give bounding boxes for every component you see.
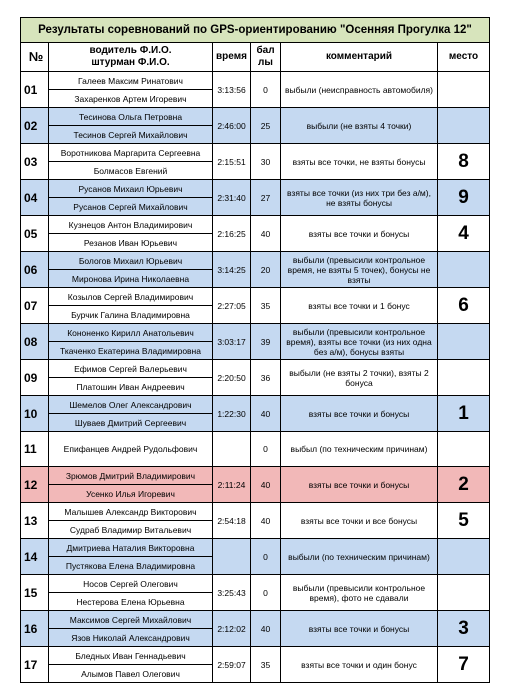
table-row bbox=[21, 252, 490, 270]
place-value: 8 bbox=[438, 144, 490, 180]
comment-text: выбыли (неисправность автомобиля) bbox=[281, 72, 438, 108]
comment-text: выбыли (не взяты 4 точки) bbox=[281, 108, 438, 144]
place-value: 9 bbox=[438, 180, 490, 216]
driver-name: Ефимов Сергей Валерьевич bbox=[49, 360, 213, 378]
place-value bbox=[438, 324, 490, 360]
crew-number: 15 bbox=[21, 575, 49, 611]
finish-time: 2:16:25 bbox=[213, 216, 251, 252]
table-row bbox=[21, 288, 490, 306]
comment-text: выбыл (по техническим причинам) bbox=[281, 432, 438, 467]
driver-name: Бледных Иван Геннадьевич bbox=[49, 647, 213, 665]
crew-number: 14 bbox=[21, 539, 49, 575]
place-value: 6 bbox=[438, 288, 490, 324]
table-row bbox=[21, 647, 490, 665]
crew-number: 09 bbox=[21, 360, 49, 396]
place-value bbox=[438, 108, 490, 144]
finish-time: 2:20:50 bbox=[213, 360, 251, 396]
crew-number: 16 bbox=[21, 611, 49, 647]
finish-time: 2:15:51 bbox=[213, 144, 251, 180]
place-value: 2 bbox=[438, 467, 490, 503]
comment-text: взяты все точки и 1 бонус bbox=[281, 288, 438, 324]
table-row bbox=[21, 180, 490, 198]
crew-number: 03 bbox=[21, 144, 49, 180]
comment-text: взяты все точки и бонусы bbox=[281, 216, 438, 252]
table-row bbox=[21, 324, 490, 342]
place-value bbox=[438, 360, 490, 396]
crew-number: 12 bbox=[21, 467, 49, 503]
finish-time: 2:54:18 bbox=[213, 503, 251, 539]
finish-time: 3:14:25 bbox=[213, 252, 251, 288]
header-driver: водитель Ф.И.О. bbox=[89, 45, 172, 56]
results-sheet bbox=[20, 17, 489, 684]
navigator-name: Пустякова Елена Владимировна bbox=[49, 557, 213, 575]
score-value: 40 bbox=[251, 611, 281, 647]
comment-text: взяты все точки и бонусы bbox=[281, 396, 438, 432]
driver-name: Кононенко Кирилл Анатольевич bbox=[49, 324, 213, 342]
header-row bbox=[21, 43, 490, 72]
comment-text: взяты все точки, не взяты бонусы bbox=[281, 144, 438, 180]
driver-name: Русанов Михаил Юрьевич bbox=[49, 180, 213, 198]
place-value bbox=[438, 575, 490, 611]
table-row bbox=[21, 539, 490, 557]
place-value bbox=[438, 539, 490, 575]
finish-time: 2:11:24 bbox=[213, 467, 251, 503]
driver-name: Дмитриева Наталия Викторовна bbox=[49, 539, 213, 557]
finish-time: 3:03:17 bbox=[213, 324, 251, 360]
header-score bbox=[251, 43, 281, 72]
driver-name: Малышев Александр Викторович bbox=[49, 503, 213, 521]
driver-name: Воротникова Маргарита Сергеевна bbox=[49, 144, 213, 162]
finish-time: 2:12:02 bbox=[213, 611, 251, 647]
table-row bbox=[21, 144, 490, 162]
navigator-name: Усенко Илья Игоревич bbox=[49, 485, 213, 503]
comment-text: взяты все точки (из них три без а/м), не взяты бонусы bbox=[281, 180, 438, 216]
crew-number: 13 bbox=[21, 503, 49, 539]
place-value: 1 bbox=[438, 396, 490, 432]
crew-number: 04 bbox=[21, 180, 49, 216]
crew-number: 01 bbox=[21, 72, 49, 108]
table-row bbox=[21, 216, 490, 234]
finish-time bbox=[213, 432, 251, 467]
navigator-name: Ткаченко Екатерина Владимировна bbox=[49, 342, 213, 360]
place-value: 4 bbox=[438, 216, 490, 252]
finish-time: 3:25:43 bbox=[213, 575, 251, 611]
driver-name: Зрюмов Дмитрий Владимирович bbox=[49, 467, 213, 485]
header-score-line2: лы bbox=[258, 57, 273, 68]
header-place: место bbox=[438, 43, 490, 72]
navigator-name: Язов Николай Александрович bbox=[49, 629, 213, 647]
score-value: 36 bbox=[251, 360, 281, 396]
navigator-name: Шуваев Дмитрий Сергеевич bbox=[49, 414, 213, 432]
crew-number: 05 bbox=[21, 216, 49, 252]
results-body bbox=[21, 72, 490, 683]
table-row bbox=[21, 575, 490, 593]
finish-time: 2:46:00 bbox=[213, 108, 251, 144]
navigator-name: Алымов Павел Олегович bbox=[49, 665, 213, 683]
score-value: 0 bbox=[251, 575, 281, 611]
driver-name: Козылов Сергей Владимирович bbox=[49, 288, 213, 306]
crew-number: 10 bbox=[21, 396, 49, 432]
navigator-name: Резанов Иван Юрьевич bbox=[49, 234, 213, 252]
table-row bbox=[21, 503, 490, 521]
score-value: 35 bbox=[251, 288, 281, 324]
finish-time: 2:59:07 bbox=[213, 647, 251, 683]
score-value: 40 bbox=[251, 467, 281, 503]
comment-text: выбыли (не взяты 2 точки), взяты 2 бонуса bbox=[281, 360, 438, 396]
driver-name: Носов Сергей Олегович bbox=[49, 575, 213, 593]
crew-number: 02 bbox=[21, 108, 49, 144]
table-row bbox=[21, 467, 490, 485]
comment-text: взяты все точки и один бонус bbox=[281, 647, 438, 683]
table-row bbox=[21, 360, 490, 378]
score-value: 30 bbox=[251, 144, 281, 180]
table-row bbox=[21, 396, 490, 414]
score-value: 39 bbox=[251, 324, 281, 360]
driver-name: Кузнецов Антон Владимирович bbox=[49, 216, 213, 234]
place-value: 5 bbox=[438, 503, 490, 539]
header-crew bbox=[49, 43, 213, 72]
comment-text: выбыли (превысили контрольное время, не взяты 5 точек), бонусы не взяты bbox=[281, 252, 438, 288]
driver-name: Тесинова Ольга Петровна bbox=[49, 108, 213, 126]
crew-number: 07 bbox=[21, 288, 49, 324]
driver-name: Шемелов Олег Александрович bbox=[49, 396, 213, 414]
comment-text: взяты все точки и бонусы bbox=[281, 467, 438, 503]
finish-time: 2:27:05 bbox=[213, 288, 251, 324]
navigator-name: Тесинов Сергей Михайлович bbox=[49, 126, 213, 144]
comment-text: взяты все точки и бонусы bbox=[281, 611, 438, 647]
place-value bbox=[438, 432, 490, 467]
score-value: 35 bbox=[251, 647, 281, 683]
score-value: 0 bbox=[251, 72, 281, 108]
place-value bbox=[438, 252, 490, 288]
crew-number: 06 bbox=[21, 252, 49, 288]
crew-number: 17 bbox=[21, 647, 49, 683]
table-row bbox=[21, 108, 490, 126]
navigator-name: Нестерова Елена Юрьевна bbox=[49, 593, 213, 611]
place-value: 3 bbox=[438, 611, 490, 647]
comment-text: выбыли (превысили контрольное время), взяты все точки (из них одна без а/м), бонусы взяты bbox=[281, 324, 438, 360]
driver-name: Епифанцев Андрей Рудольфович bbox=[49, 432, 213, 467]
finish-time: 3:13:56 bbox=[213, 72, 251, 108]
finish-time bbox=[213, 539, 251, 575]
navigator-name: Захаренков Артем Игоревич bbox=[49, 90, 213, 108]
navigator-name: Миронова Ирина Николаевна bbox=[49, 270, 213, 288]
navigator-name: Бурчик Галина Владимировна bbox=[49, 306, 213, 324]
score-value: 40 bbox=[251, 396, 281, 432]
driver-name: Бологов Михаил Юрьевич bbox=[49, 252, 213, 270]
crew-number: 11 bbox=[21, 432, 49, 467]
comment-text: выбыли (превысили контрольное время), фото не сдавали bbox=[281, 575, 438, 611]
comment-text: выбыли (по техническим причинам) bbox=[281, 539, 438, 575]
score-value: 20 bbox=[251, 252, 281, 288]
navigator-name: Платошин Иван Андреевич bbox=[49, 378, 213, 396]
table-row bbox=[21, 611, 490, 629]
finish-time: 2:31:40 bbox=[213, 180, 251, 216]
finish-time: 1:22:30 bbox=[213, 396, 251, 432]
score-value: 27 bbox=[251, 180, 281, 216]
crew-number: 08 bbox=[21, 324, 49, 360]
header-comment: комментарий bbox=[281, 43, 438, 72]
comment-text: взяты все точки и все бонусы bbox=[281, 503, 438, 539]
place-value: 7 bbox=[438, 647, 490, 683]
driver-name: Галеев Максим Ринатович bbox=[49, 72, 213, 90]
score-value: 25 bbox=[251, 108, 281, 144]
header-num: № bbox=[21, 43, 49, 72]
score-value: 0 bbox=[251, 539, 281, 575]
navigator-name: Болмасов Евгений bbox=[49, 162, 213, 180]
place-value bbox=[438, 72, 490, 108]
navigator-name: Русанов Сергей Михайлович bbox=[49, 198, 213, 216]
driver-name: Максимов Сергей Михайлович bbox=[49, 611, 213, 629]
score-value: 40 bbox=[251, 216, 281, 252]
header-score-line1: бал bbox=[256, 45, 275, 56]
score-value: 40 bbox=[251, 503, 281, 539]
score-value: 0 bbox=[251, 432, 281, 467]
table-row bbox=[21, 72, 490, 90]
header-navigator: штурман Ф.И.О. bbox=[91, 57, 170, 68]
results-table bbox=[20, 17, 490, 683]
navigator-name: Судраб Владимир Витальевич bbox=[49, 521, 213, 539]
page-title: Результаты соревнований по GPS-ориентированию "Осенняя Прогулка 12" bbox=[21, 18, 490, 43]
header-time: время bbox=[213, 43, 251, 72]
